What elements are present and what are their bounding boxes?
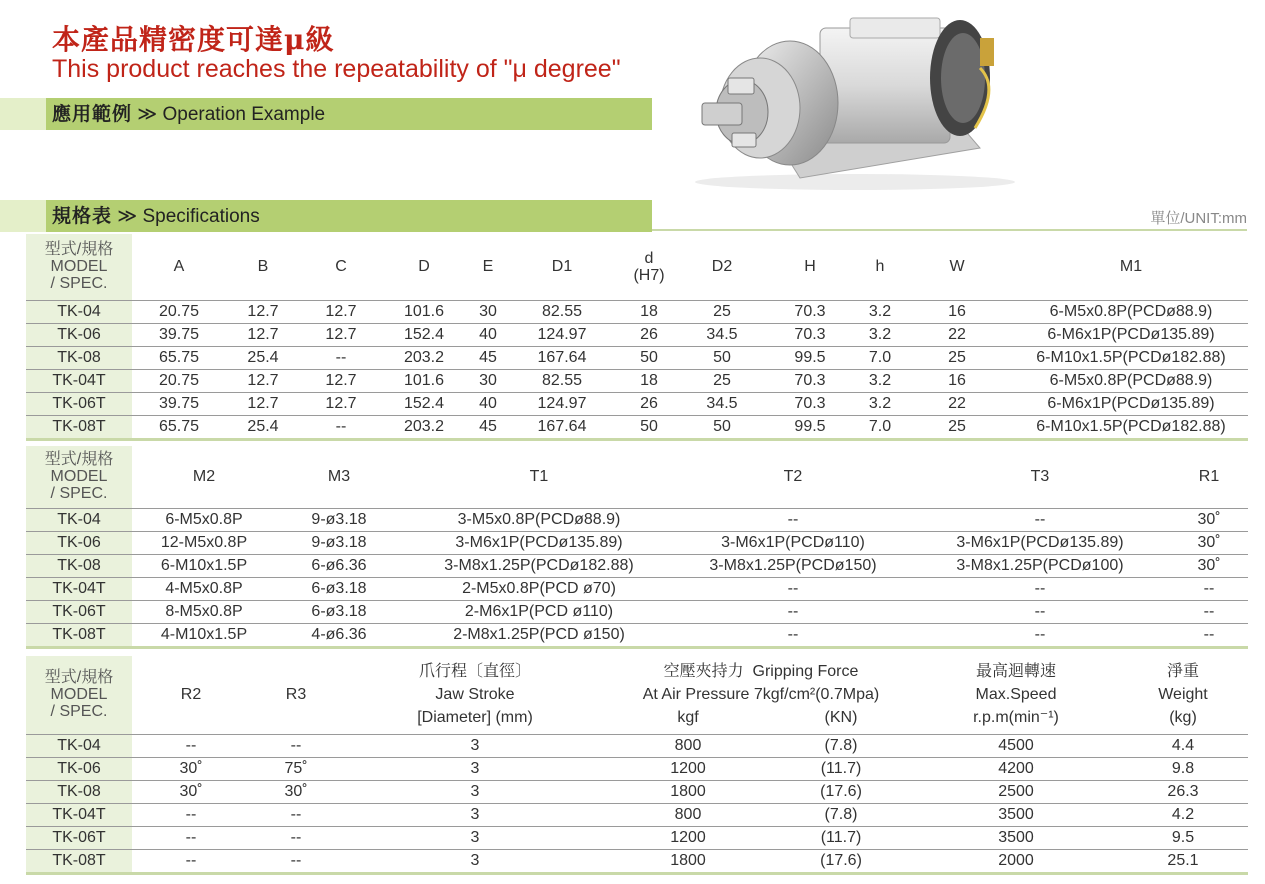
model-header (26, 446, 132, 508)
table-cell: 3 (342, 803, 608, 826)
model-cell: TK-06 (26, 323, 132, 346)
table-cell: 3 (342, 826, 608, 849)
col-header-w: W (900, 234, 1014, 300)
table-cell: 6-ø6.36 (276, 554, 402, 577)
table-cell: 12.7 (226, 392, 300, 415)
col-header-r2: R2 (132, 656, 250, 734)
table-cell: 25.1 (1118, 849, 1248, 873)
table-cell: -- (676, 600, 910, 623)
grip-zh: 空壓夾持力 (663, 663, 744, 681)
speed-unit: r.p.m(min⁻¹) (973, 709, 1059, 727)
table-cell: 6-M10x1.5P(PCDø182.88) (1014, 346, 1248, 369)
table-cell: 4-M5x0.8P (132, 577, 276, 600)
specs-zh: 規格表 (52, 205, 113, 227)
table-cell: -- (910, 508, 1170, 531)
table-cell: -- (910, 577, 1170, 600)
model-cell: TK-06T (26, 392, 132, 415)
table-cell: 8-M5x0.8P (132, 600, 276, 623)
col-header-m3: M3 (276, 446, 402, 508)
table-cell: 3500 (914, 803, 1118, 826)
model-header-zh: 型式/規格 (44, 669, 114, 687)
table-cell: 12.7 (226, 323, 300, 346)
spec-table-3 (26, 656, 1248, 875)
table-cell: 25.4 (226, 346, 300, 369)
col-header-jaw-stroke (342, 656, 608, 734)
table-cell: 4.4 (1118, 734, 1248, 757)
table-cell: 82.55 (510, 369, 614, 392)
table-cell: 12-M5x0.8P (132, 531, 276, 554)
grip-condition: At Air Pressure 7kgf/cm²(0.7Mpa) (642, 686, 880, 704)
specs-sep: ≫ (117, 206, 138, 227)
table-cell: 3500 (914, 826, 1118, 849)
table-cell: -- (1170, 577, 1248, 600)
table-cell: 70.3 (760, 323, 860, 346)
table-row (26, 554, 1248, 577)
table-cell: 3-M6x1P(PCDø110) (676, 531, 910, 554)
table-cell: (17.6) (768, 780, 914, 803)
table-cell: 4500 (914, 734, 1118, 757)
table-cell: -- (676, 623, 910, 647)
table-cell: 4200 (914, 757, 1118, 780)
model-cell: TK-08T (26, 849, 132, 873)
table-cell: 12.7 (226, 369, 300, 392)
model-header (26, 234, 132, 300)
model-header-en1: MODEL (50, 686, 108, 704)
model-cell: TK-06T (26, 600, 132, 623)
table-cell: 65.75 (132, 415, 226, 439)
table-cell: 3 (342, 780, 608, 803)
col-header-t3: T3 (910, 446, 1170, 508)
table-cell: 4-ø6.36 (276, 623, 402, 647)
table-cell: 12.7 (300, 369, 382, 392)
model-header-en2: / SPEC. (50, 275, 108, 293)
col-header-h-small: h (860, 234, 900, 300)
speed-zh: 最高迴轉速 (975, 663, 1056, 681)
table-cell: 9.5 (1118, 826, 1248, 849)
table-cell: -- (132, 826, 250, 849)
table-1-body (26, 300, 1248, 439)
table-cell: 7.0 (860, 346, 900, 369)
model-cell: TK-04T (26, 803, 132, 826)
col-header-m2: M2 (132, 446, 276, 508)
operation-en: Operation Example (162, 104, 326, 125)
operation-example-bar (0, 98, 652, 130)
table-cell: 22 (900, 392, 1014, 415)
table-cell: -- (300, 346, 382, 369)
grip-kn: (KN) (824, 709, 858, 727)
table-cell: 1200 (608, 826, 768, 849)
table-cell: 30˚ (250, 780, 342, 803)
table-cell: 7.0 (860, 415, 900, 439)
table-cell: -- (250, 826, 342, 849)
specs-en: Specifications (142, 206, 260, 227)
table-cell: 2-M5x0.8P(PCD ø70) (402, 577, 676, 600)
table-cell: -- (1170, 623, 1248, 647)
model-cell: TK-04 (26, 734, 132, 757)
jaw-unit: [Diameter] (mm) (417, 709, 533, 727)
table-cell: 101.6 (382, 369, 466, 392)
title-english: This product reaches the repeatability of "μ degree" (52, 55, 621, 83)
col-header-r1: R1 (1170, 446, 1248, 508)
table-cell: 34.5 (684, 392, 760, 415)
table-cell: -- (132, 803, 250, 826)
table-cell: 99.5 (760, 346, 860, 369)
table-cell: 3 (342, 849, 608, 873)
table-cell: 30˚ (132, 780, 250, 803)
model-cell: TK-04 (26, 508, 132, 531)
table-cell: 30˚ (1170, 554, 1248, 577)
table-cell: 6-M5x0.8P(PCDø88.9) (1014, 369, 1248, 392)
table-cell: 25 (684, 369, 760, 392)
table-row (26, 734, 1248, 757)
table-cell: 12.7 (300, 323, 382, 346)
table-cell: 800 (608, 803, 768, 826)
operation-sep: ≫ (137, 104, 158, 125)
jaw-en: Jaw Stroke (435, 686, 515, 704)
table-cell: 20.75 (132, 369, 226, 392)
table-cell: 75˚ (250, 757, 342, 780)
table-cell: 65.75 (132, 346, 226, 369)
table-cell: 18 (614, 369, 684, 392)
product-image (680, 8, 1030, 193)
table-cell: 1800 (608, 780, 768, 803)
model-cell: TK-08 (26, 346, 132, 369)
table-row (26, 531, 1248, 554)
spec-table-1 (26, 234, 1248, 441)
model-cell: TK-04T (26, 369, 132, 392)
table-cell: 203.2 (382, 415, 466, 439)
model-header-en1: MODEL (50, 258, 108, 276)
table-cell: -- (676, 577, 910, 600)
grip-en: Gripping Force (752, 663, 859, 681)
table-cell: 152.4 (382, 323, 466, 346)
col-header-d-small: d (644, 249, 654, 267)
table-cell: 40 (466, 323, 510, 346)
table-cell: 50 (614, 346, 684, 369)
table-cell: 25 (900, 346, 1014, 369)
table-row (26, 415, 1248, 439)
table-cell: (17.6) (768, 849, 914, 873)
table-row (26, 780, 1248, 803)
table-cell: 6-M6x1P(PCDø135.89) (1014, 392, 1248, 415)
weight-en: Weight (1158, 686, 1208, 704)
grip-kgf: kgf (677, 709, 699, 727)
table-cell: 20.75 (132, 300, 226, 323)
table-cell: 3.2 (860, 300, 900, 323)
table-cell: 4-M10x1.5P (132, 623, 276, 647)
table-row (26, 300, 1248, 323)
table-3-body (26, 734, 1248, 873)
table-cell: 70.3 (760, 392, 860, 415)
speed-en: Max.Speed (975, 686, 1057, 704)
table-cell: 1200 (608, 757, 768, 780)
model-header-en2: / SPEC. (50, 485, 108, 503)
col-header-t2: T2 (676, 446, 910, 508)
table-cell: 6-ø3.18 (276, 577, 402, 600)
table-cell: 99.5 (760, 415, 860, 439)
model-cell: TK-04T (26, 577, 132, 600)
col-header-h: H (760, 234, 860, 300)
table-cell: 203.2 (382, 346, 466, 369)
table-cell: 2500 (914, 780, 1118, 803)
table-row (26, 323, 1248, 346)
table-cell: 16 (900, 300, 1014, 323)
table-cell: 3 (342, 734, 608, 757)
col-header-d2: D2 (684, 234, 760, 300)
weight-zh: 淨重 (1166, 663, 1199, 681)
table-cell: -- (250, 849, 342, 873)
table-cell: 45 (466, 415, 510, 439)
table-row (26, 577, 1248, 600)
table-cell: -- (1170, 600, 1248, 623)
table-cell: 40 (466, 392, 510, 415)
table-cell: -- (910, 600, 1170, 623)
table-cell: 39.75 (132, 392, 226, 415)
table-row (26, 803, 1248, 826)
table-cell: 30 (466, 369, 510, 392)
specifications-bar (0, 200, 652, 232)
table-cell: 3-M8x1.25P(PCDø150) (676, 554, 910, 577)
model-cell: TK-08 (26, 554, 132, 577)
table-cell: 6-M6x1P(PCDø135.89) (1014, 323, 1248, 346)
operation-zh: 應用範例 (52, 103, 133, 125)
table-cell: 12.7 (300, 300, 382, 323)
table-cell: 3.2 (860, 369, 900, 392)
table-row (26, 849, 1248, 873)
table-cell: 2-M6x1P(PCD ø110) (402, 600, 676, 623)
model-header-en1: MODEL (50, 468, 108, 486)
model-cell: TK-06T (26, 826, 132, 849)
table-cell: 800 (608, 734, 768, 757)
table-cell: 25 (684, 300, 760, 323)
col-header-gripping-force (608, 656, 914, 734)
table-cell: 70.3 (760, 369, 860, 392)
table-row (26, 623, 1248, 647)
table-cell: -- (676, 508, 910, 531)
model-header-en2: / SPEC. (50, 703, 108, 721)
table-cell: 3.2 (860, 392, 900, 415)
table-cell: 26.3 (1118, 780, 1248, 803)
table-cell: 124.97 (510, 392, 614, 415)
table-cell: 50 (684, 415, 760, 439)
table-cell: 9-ø3.18 (276, 531, 402, 554)
model-header (26, 656, 132, 734)
table-cell: 39.75 (132, 323, 226, 346)
table-cell: 124.97 (510, 323, 614, 346)
table-cell: -- (132, 849, 250, 873)
col-header-m1: M1 (1014, 234, 1248, 300)
table-cell: 12.7 (300, 392, 382, 415)
weight-unit: (kg) (1169, 709, 1197, 727)
table-cell: 30˚ (132, 757, 250, 780)
table-row (26, 826, 1248, 849)
table-cell: 3.2 (860, 323, 900, 346)
col-header-max-speed (914, 656, 1118, 734)
model-header-zh: 型式/規格 (44, 241, 114, 259)
table-cell: 3-M8x1.25P(PCDø100) (910, 554, 1170, 577)
table-cell: 12.7 (226, 300, 300, 323)
model-cell: TK-08T (26, 415, 132, 439)
table-cell: 101.6 (382, 300, 466, 323)
table-cell: 1800 (608, 849, 768, 873)
col-header-weight (1118, 656, 1248, 734)
table-cell: 22 (900, 323, 1014, 346)
table-cell: 30˚ (1170, 508, 1248, 531)
table-cell: 3 (342, 757, 608, 780)
table-row (26, 508, 1248, 531)
table-cell: 167.64 (510, 415, 614, 439)
table-cell: 6-ø3.18 (276, 600, 402, 623)
col-header-d: D (382, 234, 466, 300)
col-header-e: E (466, 234, 510, 300)
top-rule (652, 229, 1247, 231)
model-header-zh: 型式/規格 (44, 451, 114, 469)
table-row (26, 369, 1248, 392)
col-header-h7: (H7) (633, 266, 665, 284)
jaw-zh: 爪行程〔直徑〕 (418, 663, 531, 681)
col-header-d1: D1 (510, 234, 614, 300)
table-cell: 16 (900, 369, 1014, 392)
table-cell: -- (300, 415, 382, 439)
table-cell: 4.2 (1118, 803, 1248, 826)
table-cell: (11.7) (768, 757, 914, 780)
table-cell: 6-M5x0.8P (132, 508, 276, 531)
table-cell: 25.4 (226, 415, 300, 439)
table-cell: 3-M6x1P(PCDø135.89) (402, 531, 676, 554)
table-cell: 45 (466, 346, 510, 369)
table-cell: 152.4 (382, 392, 466, 415)
col-header-a: A (132, 234, 226, 300)
table-cell: 30 (466, 300, 510, 323)
table-cell: 9.8 (1118, 757, 1248, 780)
spec-table-2 (26, 446, 1248, 649)
col-header-r3: R3 (250, 656, 342, 734)
table-2-body (26, 508, 1248, 647)
model-cell: TK-08 (26, 780, 132, 803)
table-cell: 6-M10x1.5P (132, 554, 276, 577)
table-cell: 3-M8x1.25P(PCDø182.88) (402, 554, 676, 577)
table-cell: (7.8) (768, 803, 914, 826)
table-cell: -- (250, 803, 342, 826)
table-cell: 82.55 (510, 300, 614, 323)
unit-label: 單位/UNIT:mm (1150, 210, 1247, 227)
table-cell: (11.7) (768, 826, 914, 849)
table-cell: -- (910, 623, 1170, 647)
table-cell: 2-M8x1.25P(PCD ø150) (402, 623, 676, 647)
col-header-c: C (300, 234, 382, 300)
table-row (26, 392, 1248, 415)
col-header-t1: T1 (402, 446, 676, 508)
table-cell: 6-M10x1.5P(PCDø182.88) (1014, 415, 1248, 439)
model-cell: TK-06 (26, 531, 132, 554)
table-cell: 3-M6x1P(PCDø135.89) (910, 531, 1170, 554)
table-cell: 70.3 (760, 300, 860, 323)
table-cell: 50 (684, 346, 760, 369)
table-cell: 34.5 (684, 323, 760, 346)
table-cell: 167.64 (510, 346, 614, 369)
model-cell: TK-06 (26, 757, 132, 780)
table-cell: 26 (614, 392, 684, 415)
col-header-d-h7 (614, 234, 684, 300)
table-cell: -- (250, 734, 342, 757)
table-row (26, 757, 1248, 780)
table-cell: 9-ø3.18 (276, 508, 402, 531)
table-cell: 26 (614, 323, 684, 346)
col-header-b: B (226, 234, 300, 300)
table-cell: 3-M5x0.8P(PCDø88.9) (402, 508, 676, 531)
table-row (26, 600, 1248, 623)
table-cell: 6-M5x0.8P(PCDø88.9) (1014, 300, 1248, 323)
model-cell: TK-08T (26, 623, 132, 647)
title-chinese: 本產品精密度可達μ級 (52, 23, 335, 56)
model-cell: TK-04 (26, 300, 132, 323)
table-cell: 18 (614, 300, 684, 323)
table-cell: 30˚ (1170, 531, 1248, 554)
table-cell: 50 (614, 415, 684, 439)
table-cell: 25 (900, 415, 1014, 439)
table-cell: -- (132, 734, 250, 757)
table-cell: (7.8) (768, 734, 914, 757)
table-cell: 2000 (914, 849, 1118, 873)
table-row (26, 346, 1248, 369)
